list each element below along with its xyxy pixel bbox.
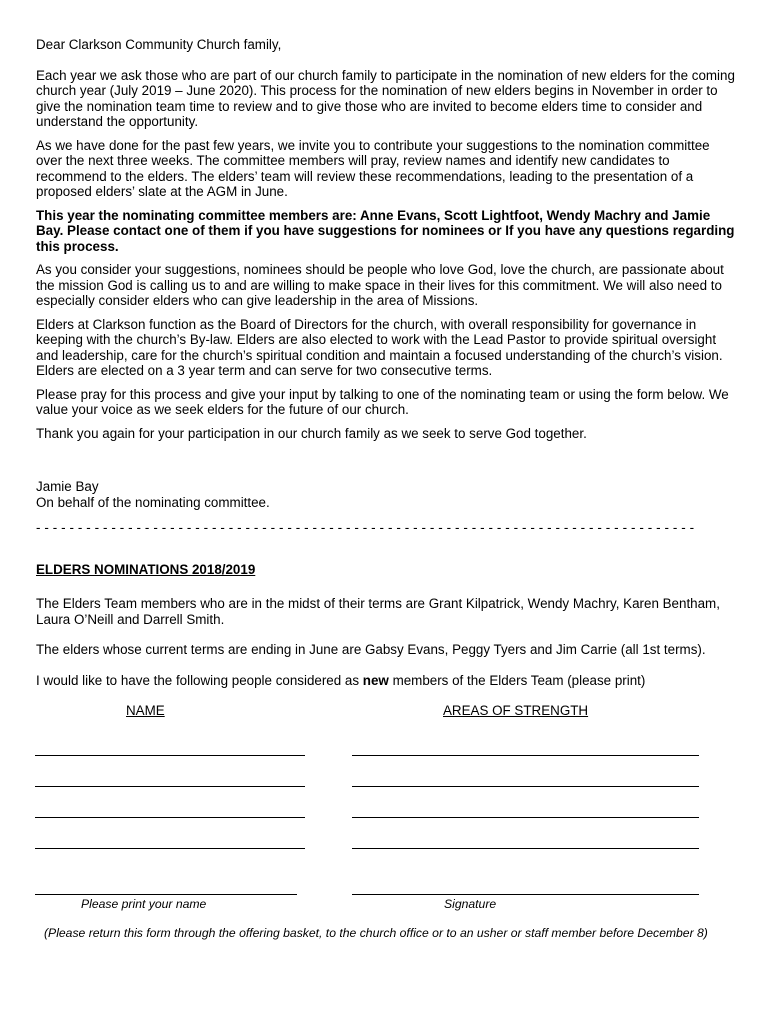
paragraph-prayer: Please pray for this process and give your input by talking to one of the nominating team or using the form below. We value your voice as we seek elders for the future of our church.	[36, 386, 729, 417]
name-entry-line[interactable]	[35, 786, 305, 787]
signature-line[interactable]	[352, 894, 699, 895]
signer-name: Jamie Bay	[36, 479, 99, 494]
name-entry-line[interactable]	[35, 848, 305, 849]
ending-terms-text: The elders whose current terms are ending in June are Gabsy Evans, Peggy Tyers and Jim Carrie (all 1st terms).	[36, 642, 706, 657]
signature-caption: Signature	[444, 897, 497, 911]
print-name-line[interactable]	[35, 894, 297, 895]
current-members-text: The Elders Team members who are in the midst of their terms are Grant Kilpatrick, Wendy Machry, Karen Bentham, Laura O’Neill and Darrell Smith.	[36, 596, 720, 627]
strength-entry-line[interactable]	[352, 848, 699, 849]
paragraph-invitation: As we have done for the past few years, we invite you to contribute your suggestions to the nomination committee over the next three weeks. The committee members will pray, review names and identify new candidates to recommend to the elders. The elders’ team will review these recommendations, leading to the presentation of a proposed elders’ slate at the AGM in June.	[36, 137, 710, 199]
return-instructions: (Please return this form through the offering basket, to the church office or to an usher or staff member before December 8)	[44, 926, 708, 940]
signer-role: On behalf of the nominating committee.	[36, 494, 270, 510]
name-entry-line[interactable]	[35, 755, 305, 756]
areas-column-header: AREAS OF STRENGTH	[443, 703, 589, 718]
paragraph-elder-role: Elders at Clarkson function as the Board of Directors for the church, with overall responsibility for governance in keeping with the church’s By-law. Elders are also elected to work with the Lead Pastor to provide spiritual oversight and leadership, care for the church’s spiritual condition and maintain a focused understanding of the church’s vision. Elders are elected on a 3 year term and can serve for two consecutive terms.	[36, 316, 723, 378]
print-name-caption: Please print your name	[81, 897, 207, 911]
strength-entry-line[interactable]	[352, 786, 699, 787]
cut-line: - - - - - - - - - - - - - - - - - - - - - - - - - - - - - - - - - - - - - - - - - - - - - - - - - - - - - - - - - - - - - - - - - - - - - - - - - - - - - - -	[36, 520, 695, 535]
letter-signature	[36, 479, 736, 510]
nomination-request	[36, 673, 736, 689]
strength-entry-line[interactable]	[352, 817, 699, 818]
name-column-header: NAME	[126, 703, 165, 718]
salutation: Dear Clarkson Community Church family,	[36, 37, 282, 52]
strength-entry-line[interactable]	[352, 755, 699, 756]
nomination-column-headers	[36, 703, 736, 721]
paragraph-intro: Each year we ask those who are part of our church family to participate in the nomination of new elders for the coming church year (July 2019 – June 2020). This process for the nomination of new elders begins in November in order to give the nomination team time to review and to give those who are invited to become elders time to consider and understand the opportunity.	[36, 67, 735, 129]
paragraph-criteria: As you consider your suggestions, nominees should be people who love God, love the church, are passionate about the mission God is calling us to and are willing to make space in their lives for this commitment. We will also need to especially consider elders who can give leadership in the area of Missions.	[36, 262, 724, 308]
letter-page	[36, 37, 736, 721]
request-text-start: I would like to have the following people considered as	[36, 672, 363, 688]
request-new-word: new	[362, 672, 389, 688]
form-title: ELDERS NOMINATIONS 2018/2019	[36, 561, 256, 577]
paragraph-committee-members: This year the nominating committee members are: Anne Evans, Scott Lightfoot, Wendy Machry and Jamie Bay. Please contact one of them if you have suggestions for nominees or If you have any questions regarding this process.	[36, 207, 735, 254]
request-text-end: members of the Elders Team (please print)	[388, 672, 646, 688]
paragraph-thanks: Thank you again for your participation in our church family as we seek to serve God together.	[36, 425, 587, 441]
name-entry-line[interactable]	[35, 817, 305, 818]
